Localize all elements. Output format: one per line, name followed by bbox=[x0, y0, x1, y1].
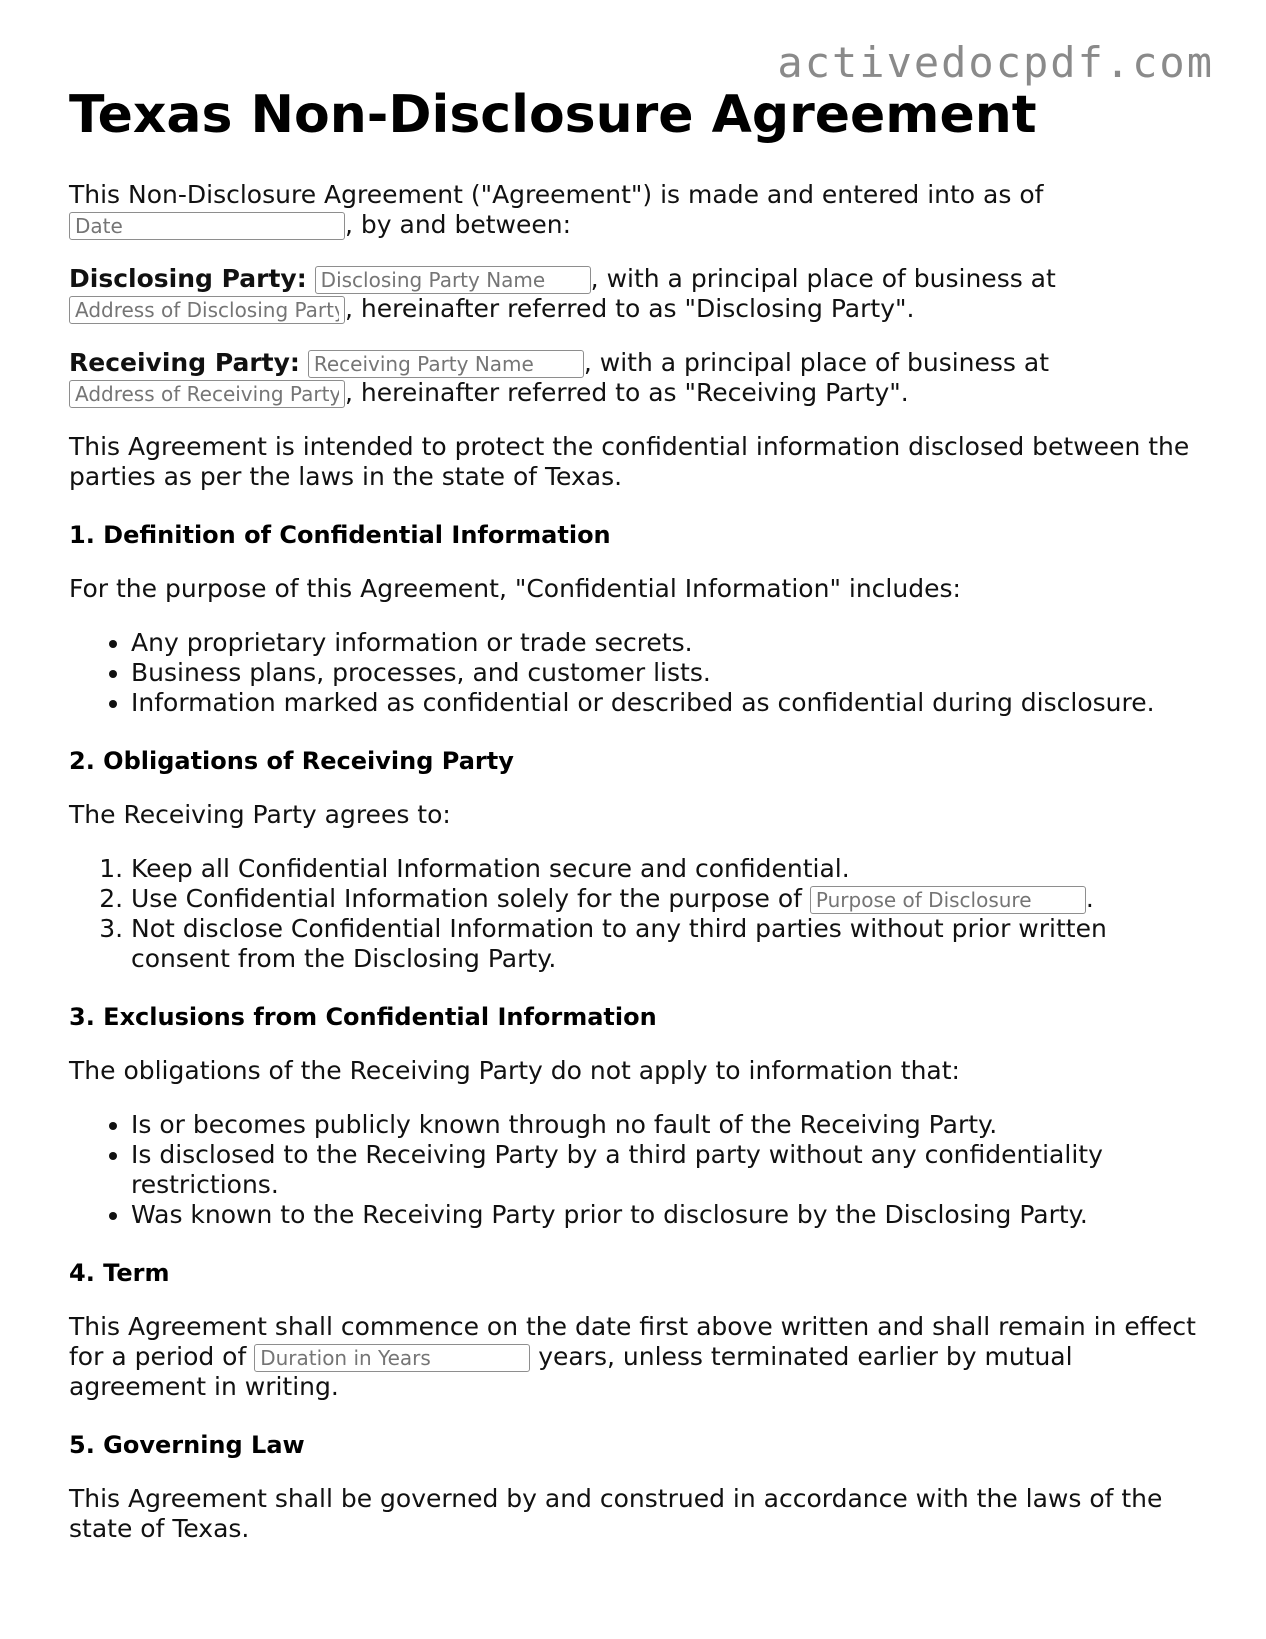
section-3-lead: The obligations of the Receiving Party do not apply to information that: bbox=[69, 1055, 960, 1085]
section-4-text bbox=[69, 1312, 1199, 1402]
disclosing-end-text: , hereinafter referred to as "Disclosing Party". bbox=[345, 293, 915, 323]
list-item: • Any proprietary information or trade secrets. bbox=[131, 628, 1199, 658]
site-watermark: activedocpdf.com bbox=[777, 38, 1214, 87]
intro-text-after: , by and between: bbox=[345, 209, 572, 239]
purpose-text-end: . bbox=[1085, 883, 1094, 913]
list-item: • Is disclosed to the Receiving Party by a third party without any confidentiality restrictions. bbox=[131, 1140, 1199, 1200]
list-item: • Is or becomes publicly known through no fault of the Receiving Party. bbox=[131, 1110, 1199, 1140]
date-field[interactable] bbox=[69, 212, 345, 240]
section-2-heading: 2. Obligations of Receiving Party bbox=[69, 746, 514, 775]
disclosing-party-name-field[interactable] bbox=[315, 266, 591, 294]
purpose-paragraph: This Agreement is intended to protect the confidential information disclosed between the parties as per the laws in the state of Texas. bbox=[69, 431, 1190, 491]
section-1-lead: For the purpose of this Agreement, "Confidential Information" includes: bbox=[69, 573, 961, 603]
term-text: This Agreement shall commence on the date first above written and shall remain in effect for a period of bbox=[69, 1311, 1196, 1371]
section-4-heading: 4. Term bbox=[69, 1258, 170, 1287]
section-5-heading: 5. Governing Law bbox=[69, 1430, 305, 1459]
list-item: 1. Keep all Confidential Information secure and confidential. bbox=[131, 854, 1199, 884]
section-2-list bbox=[69, 854, 1199, 974]
list-item: • Business plans, processes, and customer lists. bbox=[131, 658, 1199, 688]
receiving-party-paragraph bbox=[69, 348, 1199, 408]
purpose-of-disclosure-field[interactable] bbox=[810, 886, 1086, 914]
receiving-party-address-field[interactable] bbox=[69, 380, 345, 408]
document-title: Texas Non-Disclosure Agreement bbox=[69, 85, 1037, 145]
section-1-heading: 1. Definition of Confidential Information bbox=[69, 520, 611, 549]
disclosing-party-address-field[interactable] bbox=[69, 296, 345, 324]
list-item: • Was known to the Receiving Party prior to disclosure by the Disclosing Party. bbox=[131, 1200, 1199, 1230]
section-1-list bbox=[69, 628, 1199, 718]
intro-paragraph bbox=[69, 180, 1199, 240]
receiving-party-name-field[interactable] bbox=[308, 350, 584, 378]
section-2-lead: The Receiving Party agrees to: bbox=[69, 799, 451, 829]
disclosing-mid-text: , with a principal place of business at bbox=[590, 263, 1056, 293]
receiving-party-label: Receiving Party: bbox=[69, 347, 300, 377]
intro-text: This Non-Disclosure Agreement ("Agreement") is made and entered into as of bbox=[69, 179, 1044, 209]
section-5-text: This Agreement shall be governed by and construed in accordance with the laws of the state of Texas. bbox=[69, 1483, 1163, 1543]
purpose-text: Use Confidential Information solely for the purpose of bbox=[131, 883, 802, 913]
section-3-list bbox=[69, 1110, 1199, 1230]
document-page bbox=[69, 86, 1199, 1568]
receiving-end-text: , hereinafter referred to as "Receiving Party". bbox=[345, 377, 909, 407]
term-text-end: years, unless terminated earlier by mutual agreement in writing. bbox=[69, 1341, 1073, 1401]
duration-field[interactable] bbox=[254, 1344, 530, 1372]
receiving-mid-text: , with a principal place of business at bbox=[583, 347, 1050, 377]
section-3-heading: 3. Exclusions from Confidential Information bbox=[69, 1002, 657, 1031]
list-item: • Information marked as confidential or described as confidential during disclosure. bbox=[131, 688, 1199, 718]
list-item: 3. Not disclose Confidential Information to any third parties without prior written consent from the Disclosing Party. bbox=[131, 914, 1199, 974]
disclosing-party-label: Disclosing Party: bbox=[69, 263, 307, 293]
disclosing-party-paragraph bbox=[69, 264, 1199, 324]
list-item bbox=[131, 884, 1199, 914]
